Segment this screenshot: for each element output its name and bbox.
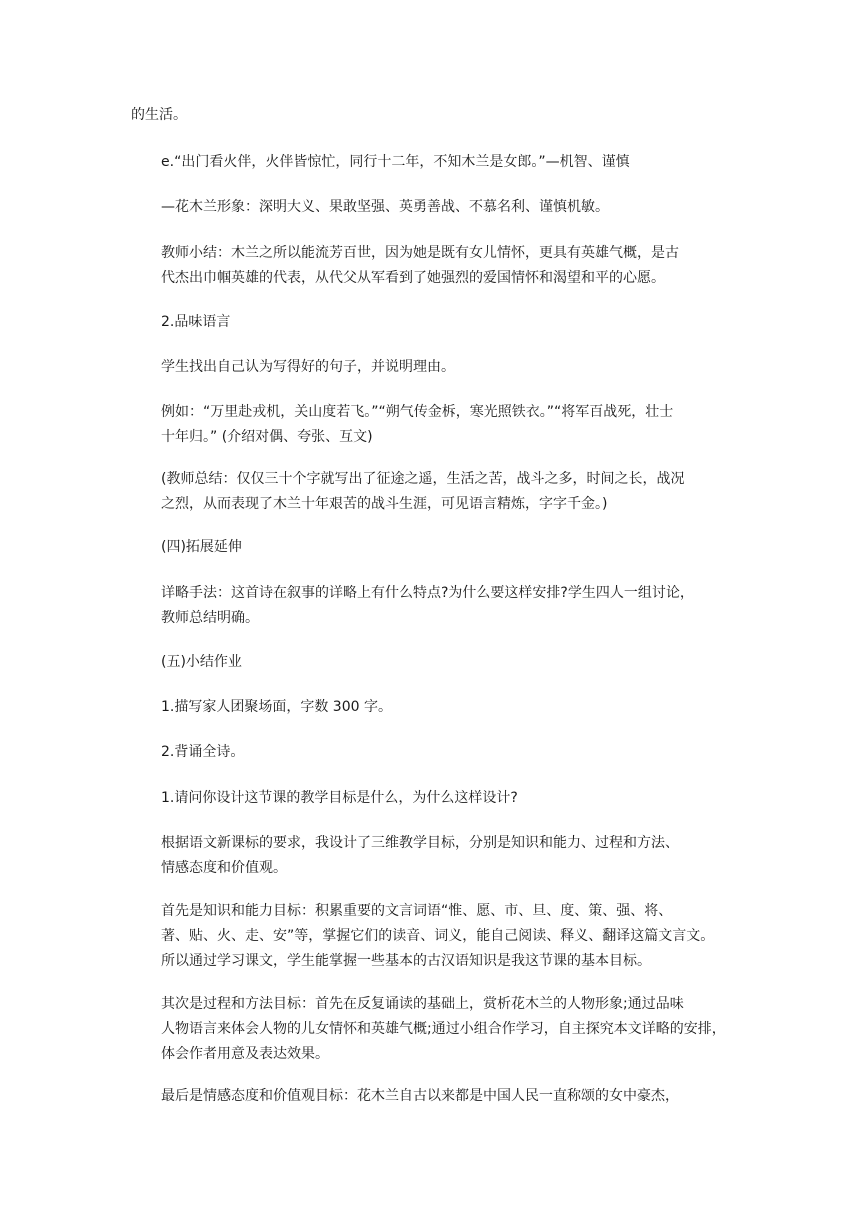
paragraph [131,899,733,974]
text-line: (教师总结：仅仅三十个字就写出了征途之遥，生活之苦，战斗之多，时间之长，战况 [161,471,685,487]
paragraph [131,400,733,450]
text-line: 例如：“万里赴戎机，关山度若飞。”“朔气传金柝，寒光照铁衣。”“将军百战死，壮士 [161,404,674,420]
text-line: 首先是知识和能力目标：积累重要的文言词语“惟、愿、市、旦、度、策、强、将、 [161,903,673,919]
text-line: 情感态度和价值观。 [161,860,287,876]
paragraph [131,310,733,335]
text-line: 之烈，从而表现了木兰十年艰苦的战斗生涯，可见语言精炼，字字千金。) [161,496,608,512]
text-line: 的生活。 [131,107,187,123]
paragraph [131,103,733,128]
text-line: 最后是情感态度和价值观目标：花木兰自古以来都是中国人民一直称颂的女中豪杰， [161,1088,679,1104]
text-line: 1.请问你设计这节课的教学目标是什么，为什么这样设计? [161,790,518,806]
text-line: 其次是过程和方法目标：首先在反复诵读的基础上，赏析花木兰的人物形象;通过品味 [161,996,684,1012]
text-line: 十年归。” (介绍对偶、夸张、互文) [161,429,373,445]
text-line: 学生找出自己认为写得好的句子，并说明理由。 [161,359,455,375]
paragraph [131,992,733,1067]
paragraph [131,241,733,291]
text-line: (四)拓展延伸 [161,539,242,555]
text-line: 1.描写家人团聚场面，字数 300 字。 [161,699,392,715]
text-line: 2.背诵全诗。 [161,744,245,760]
text-line: 教师小结：木兰之所以能流芳百世，因为她是既有女儿情怀，更具有英雄气概，是古 [161,245,679,261]
paragraph [131,535,733,560]
paragraph [131,355,733,380]
text-line: 人物语言来体会人物的儿女情怀和英雄气概;通过小组合作学习，自主探究本文详略的安排， [161,1021,726,1037]
text-line: 2.品味语言 [161,314,231,330]
paragraph [131,786,733,811]
paragraph [131,467,733,517]
paragraph [131,831,733,881]
paragraph [131,150,733,175]
text-line: 详略手法：这首诗在叙事的详略上有什么特点?为什么要这样安排?学生四人一组讨论， [161,585,694,601]
text-line: 教师总结明确。 [161,610,259,626]
paragraph [131,740,733,765]
text-line: (五)小结作业 [161,654,242,670]
text-line: —花木兰形象：深明大义、果敢坚强、英勇善战、不慕名利、谨慎机敏。 [161,199,609,215]
paragraph [131,195,733,220]
paragraph [131,581,733,631]
text-line: 所以通过学习课文，学生能掌握一些基本的古汉语知识是我这节课的基本目标。 [161,953,651,969]
text-line: e.“出门看火伴，火伴皆惊忙，同行十二年，不知木兰是女郎。”—机智、谨慎 [161,154,630,170]
paragraph [131,650,733,675]
paragraph [131,695,733,720]
text-line: 体会作者用意及表达效果。 [161,1046,329,1062]
paragraph [131,1084,733,1109]
text-line: 著、贴、火、走、安”等，掌握它们的读音、词义，能自己阅读、释义、翻译这篇文言文。 [161,928,715,944]
text-line: 代杰出巾帼英雄的代表，从代父从军看到了她强烈的爱国情怀和渴望和平的心愿。 [161,270,665,286]
text-line: 根据语文新课标的要求，我设计了三维教学目标，分别是知识和能力、过程和方法、 [161,835,679,851]
